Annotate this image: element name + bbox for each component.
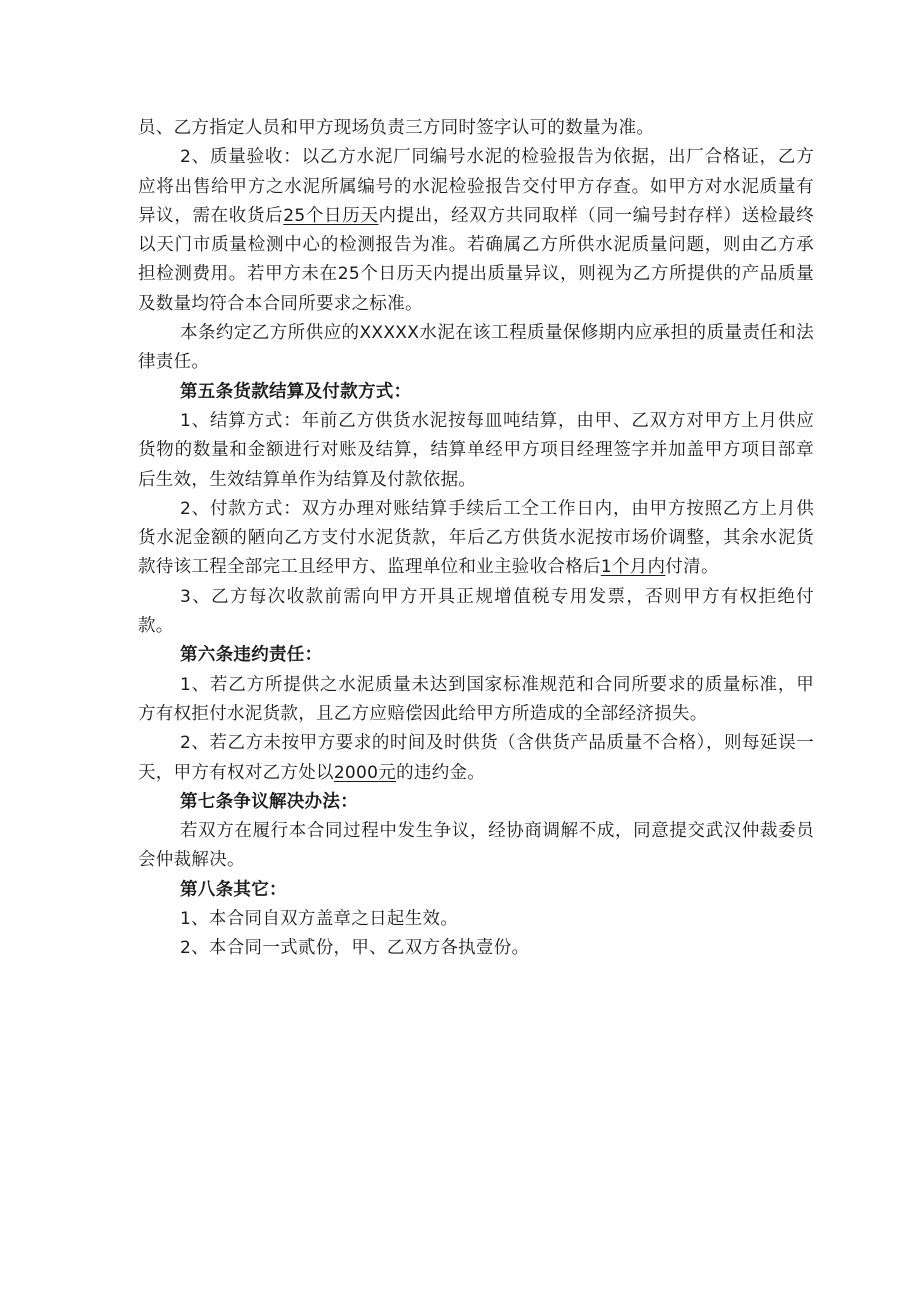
text-run: 2 [180,938,192,959]
text-run: XXXXX [359,323,420,344]
text-run: 第八条其它： [180,879,287,900]
text-run: 第七条争议解决办法： [180,791,358,812]
paragraph [138,934,814,963]
section-heading [138,641,814,670]
text-run: 1 [180,410,192,431]
paragraph [138,495,814,583]
paragraph [138,407,814,495]
text-run: 个日历天内提出质量异议，则视为乙方所提供的产品质量及数量均符合本合同所要求之标准。 [138,264,814,314]
paragraph [138,671,814,730]
text-run: 1 [180,674,192,695]
text-run: 2 [180,498,192,519]
paragraph [138,114,814,143]
text-run: 、付款方式：双方办理对账结算手续后工仝工作日内，由甲方按照乙方上月供货水泥金额的陋向乙方支付水泥货款，年后乙方供货水泥按市场价调整，其余水泥货款待该工程全部完工且经甲方、监理单位和业主验收合格后 [138,498,814,578]
text-run: 若双方在履行本合同过程中发生争议，经协商调解不成，同意提交武汉仲裁委员会仲裁解决。 [138,821,814,871]
paragraph [138,729,814,788]
text-run: 本条约定乙方所供应的 [180,323,360,344]
text-run: 2 [180,147,192,168]
text-run: 1 [180,909,192,930]
text-run: 、若乙方未按甲方要求的时间及时供货（含供货产品质量不合格），则每延误一天，甲方有权对乙方处以 [138,733,814,783]
paragraph [138,143,814,319]
text-run: 、结算方式：年前乙方供货水泥按每皿吨结算，由甲、乙双方对甲方上月供应货物的数量和金额进行对账及结算，结算单经甲方项目经理签字并加盖甲方项目部章后生效，生效结算单作为结算及付款依据。 [138,410,814,490]
text-run: 第六条违约责任： [180,645,323,666]
text-run: 、本合同一式贰份，甲、乙双方各执壹份。 [191,938,530,959]
text-run: 、本合同自双方盖章之日起生效。 [191,909,459,930]
text-run: 第五条货款结算及付款方式： [180,381,412,402]
paragraph [138,817,814,876]
text-run: 2 [180,733,192,754]
text-run: 水泥在该工程质量保修期内应承担的质量责任和法律责任。 [138,323,815,373]
text-run: 、质量验收：以乙方水泥厂同编号水泥的检验报告为依据，出厂合格证，乙方应将出售给甲方之水泥所属编号的水泥检验报告交付甲方存查。如甲方对水泥质量有异议，需在收货后 [138,147,814,226]
section-heading [138,378,814,407]
text-run: 的违约金。 [396,762,486,783]
underlined-term: 元 [378,762,397,783]
text-run: 25 [337,264,360,285]
document-body [138,114,814,964]
underlined-term: 个日历天 [305,205,379,226]
underlined-term: 2000 [333,762,379,783]
text-run: 员、乙方指定人员和甲方现场负责三方同时签字认可的数量为准。 [138,118,655,138]
text-run: 、乙方每次收款前需向甲方开具正规增值税专用发票，否则甲方有权拒绝付款。 [138,586,814,637]
underlined-term: 25 [283,205,306,226]
text-run: 内提出，经双方共同取样（同一编号封存样）送检最终以天门市质量检测中心的检测报告为准。若确属乙方所供水泥质量问题，则由乙方承担检测费用。若甲方未在 [138,205,814,285]
paragraph [138,905,814,934]
paragraph [138,319,814,378]
section-heading [138,876,814,905]
paragraph [138,583,814,642]
underlined-term: 1 [600,557,612,578]
underlined-term: 个月内 [611,557,666,578]
text-run: 3 [180,586,192,607]
text-run: 付清。 [665,557,719,578]
text-run: 、若乙方所提供之水泥质量未达到国家标准规范和合同所要求的质量标准，甲方有权拒付水泥货款，且乙方应赔偿因此给甲方所造成的全部经济损失。 [138,674,814,724]
section-heading [138,788,814,817]
